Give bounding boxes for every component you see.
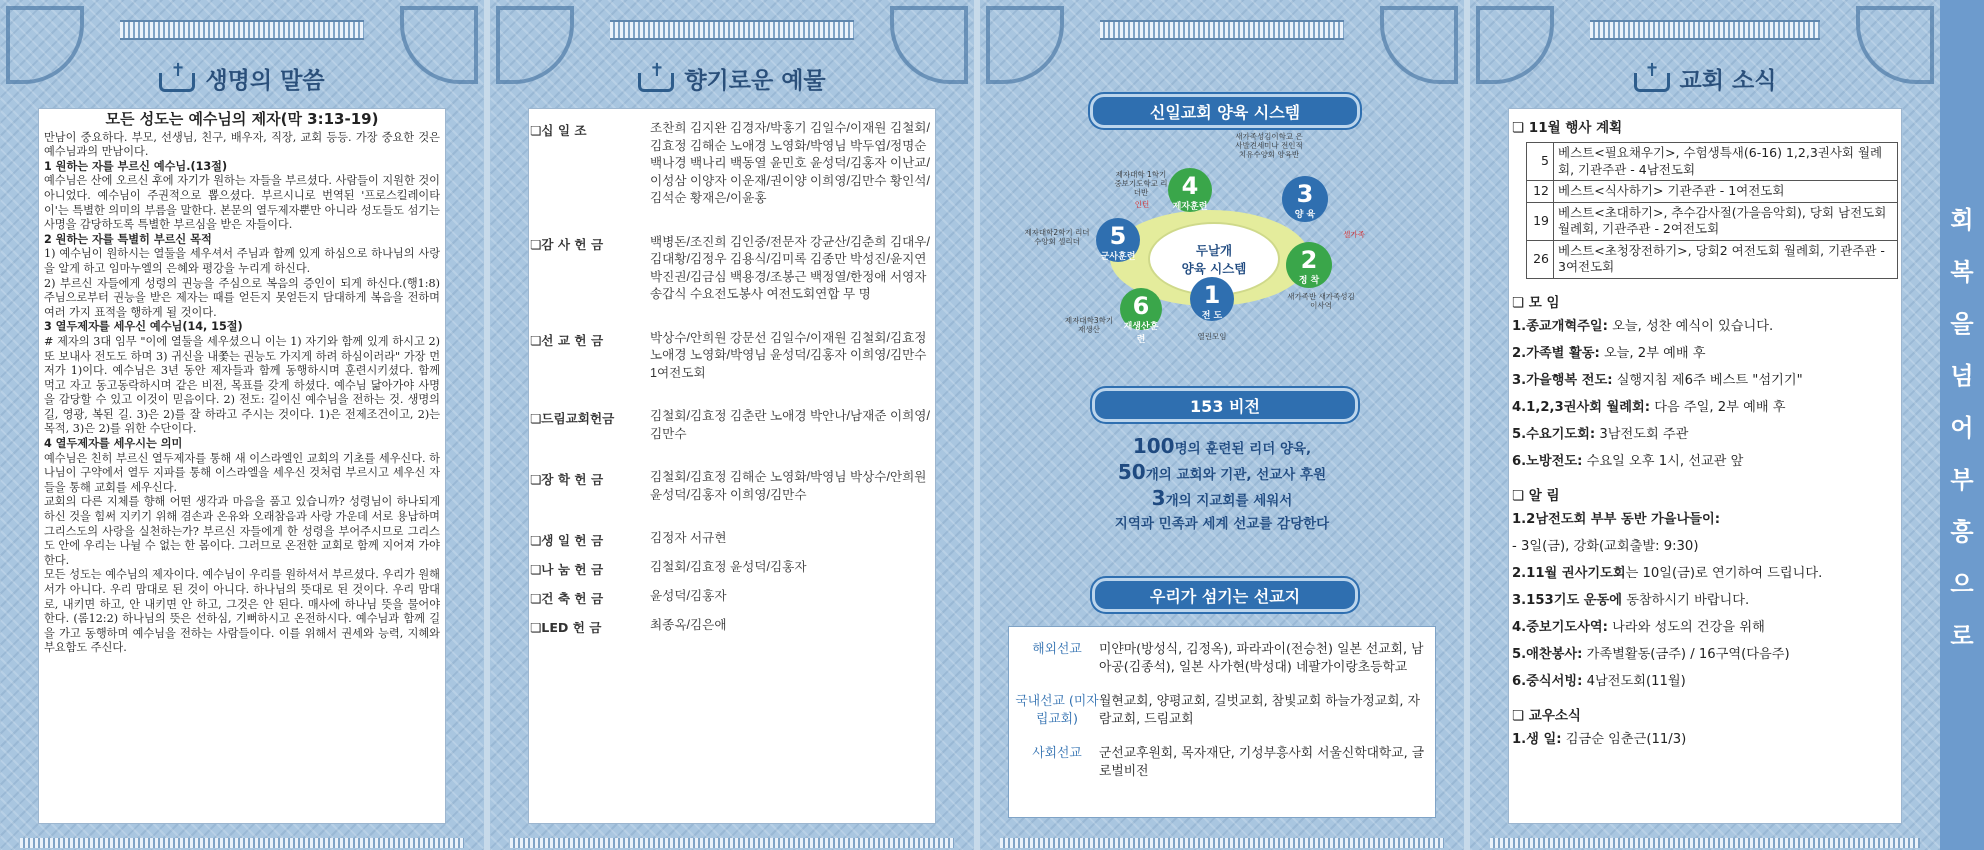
vision-number: 100 (1132, 434, 1175, 458)
stage-note: 제자대학 1학기 중보기도학교 리더반 (1114, 170, 1168, 197)
offering-names: 김정자 서규현 (650, 531, 727, 545)
meetings-value: 수요일 오후 1시, 선교관 앞 (1582, 453, 1744, 469)
notices-item (1512, 645, 1900, 665)
stage-note: 제자대학2학기 리더수양회 셀리더 (1024, 228, 1090, 246)
offering-row (530, 588, 934, 607)
notices-value: 나라와 성도의 건강을 위해 (1607, 619, 1765, 635)
notices-value: - 3일(금), 강화(교회출발: 9:30) (1512, 538, 1699, 554)
panel-offerings (490, 0, 974, 850)
offering-row (530, 530, 934, 549)
stage-label: 정 착 (1298, 276, 1320, 286)
members-item (1512, 730, 1900, 750)
sermon-paragraph: 모든 성도는 예수님의 제자이다. 예수님이 우리를 원하셔서 부르셨다. 우리가 원해서가 아니다. 우리 맘대로 된 것이 아니다. 하나님의 뜻대로 된 것이다. 우리 맘대로, 내키면 하고, 안 내키면 안 하고, 그것은 안 된다. 매사에 하나님 뜻을 물어야 한다. (롬12:2) 하나님의 뜻은 선하심, 기뻐하시고 온전하시다. 예수님과 함께 길을 가고 동행하며 예수님을 전하는 사람들이다. 이를 위해서 권세와 능력, 지혜와 부요함도 주신다. (44, 568, 440, 655)
meetings-list (1512, 317, 1900, 472)
event-row (1527, 143, 1898, 181)
center-label: 양육 시스템 (1181, 261, 1247, 276)
members-heading: ❏ 교우소식 (1512, 707, 1581, 724)
meetings-heading: ❏ 모 임 (1512, 294, 1560, 311)
notices-list (1512, 510, 1900, 692)
notices-key: 3.153기도 운동에 (1512, 592, 1622, 608)
offering-row (530, 408, 934, 443)
meetings-value: 오늘, 2부 예배 후 (1599, 345, 1706, 361)
offering-label: ❏감 사 헌 금 (530, 236, 604, 252)
meetings-key: 1.종교개혁주일: (1512, 318, 1608, 334)
vision-line (980, 434, 1464, 458)
notices-key: 2.11월 권사기도회 (1512, 565, 1626, 581)
members-key: 1.생 일: (1512, 731, 1562, 747)
event-text: 베스트<초대하기>, 추수감사절(가을음악회), 당회 남전도회 월례회, 기관주관 - 2여전도회 (1554, 202, 1898, 240)
offering-names: 최종옥/김은애 (650, 618, 727, 632)
stage-number: 6 (1132, 292, 1150, 320)
vision-line (980, 486, 1464, 510)
notices-item (1512, 510, 1900, 530)
sermon-paragraph: 만남이 중요하다. 부모, 선생님, 친구, 배우자, 직장, 교회 등등. 가장 중요한 것은 예수님과의 만남이다. (44, 130, 440, 159)
stage-6 (1120, 288, 1162, 345)
offering-label: ❏선 교 헌 금 (530, 332, 604, 348)
bible-icon (1634, 64, 1670, 92)
section-header (0, 58, 484, 98)
stage-number: 5 (1109, 222, 1127, 250)
offering-row (530, 617, 934, 636)
vision-text: 개의 교회와 기관, 선교사 후원 (1145, 467, 1327, 483)
notices-value: 동참하시기 바랍니다. (1622, 592, 1750, 608)
stage-note-red: 셀가족 (1343, 230, 1365, 239)
sermon-paragraph: 2) 부르신 자들에게 성령의 권능을 주심으로 복음의 증인이 되게 하신다.(행1:8) 주님으로부터 권능을 받은 제자는 때를 얻든지 못얻든지 담대하게 복음을 전하며 여러 가지 표적을 행하게 될 것이다. (44, 276, 440, 319)
section-header (490, 58, 974, 98)
event-day: 5 (1527, 143, 1554, 181)
missions-box (1008, 626, 1436, 818)
sermon-heading: 3 열두제자를 세우신 예수님(14, 15절) (44, 320, 243, 334)
notices-key: 1.2남전도회 부부 동반 가을나들이: (1512, 511, 1721, 527)
mission-row (1015, 693, 1425, 729)
stage-number: 3 (1296, 180, 1314, 208)
vision-text: 개의 지교회를 세워서 (1165, 493, 1293, 509)
event-row (1527, 181, 1898, 203)
missions-list (1009, 627, 1435, 781)
meetings-value: 다음 주일, 2부 예배 후 (1650, 399, 1786, 415)
notices-key: 4.중보기도사역: (1512, 619, 1608, 635)
meetings-item (1512, 317, 1900, 337)
section-title: 향기로운 예물 (684, 67, 826, 94)
side-banner-char: 넘 (1950, 362, 1974, 390)
sermon-text (44, 112, 440, 656)
side-banner-char: 흥 (1950, 518, 1974, 546)
missions-title: 우리가 섬기는 선교지 (1092, 578, 1358, 612)
stage-3 (1282, 176, 1328, 222)
side-banner-char: 어 (1950, 414, 1974, 442)
notices-value: 4남전도회(11월) (1582, 673, 1686, 689)
offering-row (530, 469, 934, 504)
discipleship-title: 신일교회 양육 시스템 (1090, 94, 1360, 128)
sermon-heading: 4 열두제자를 세우시는 의미 (44, 437, 183, 451)
stage-label: 재생산훈련 (1123, 322, 1159, 345)
notices-item (1512, 672, 1900, 692)
stage-note-red: 인턴 (1134, 200, 1150, 209)
side-banner (1940, 0, 1984, 850)
meetings-value: 실행지침 제6주 베스트 "섬기기" (1612, 372, 1803, 388)
news-content (1512, 110, 1900, 757)
sermon-paragraph: 교회의 다른 지체를 향해 어떤 생각과 마음을 품고 있습니까? 성령님이 하나되게 하신 것을 힘써 지키기 위해 겸손과 온유와 오래참음과 사랑 가운데 서로 용납하며 그리스도의 사랑을 실천하는가? 부르신 자들에게 한 성령을 부어주시므로 그리스도 안에 우리는 나뉠 수 없는 한 몸이다. 그러므로 온전한 교회로 함께 지어져 가야 한다. (44, 495, 440, 567)
meetings-item (1512, 371, 1900, 391)
stage-note: 제자대학3학기 재생산 (1064, 316, 1114, 334)
ornament-strip (1000, 838, 1444, 848)
stage-note: 새가족성김이학교 은사발견세미나 전인적치유수양회 양육반 (1235, 132, 1303, 159)
section-title: 교회 소식 (1679, 67, 1777, 94)
ornament-strip (1590, 20, 1820, 40)
offering-names: 김철회/김효정 김춘란 노애경 박안나/남재준 이희영/김만수 (650, 409, 930, 441)
members-list (1512, 730, 1900, 750)
sermon-paragraph: 예수님은 친히 부르신 열두제자를 통해 새 이스라엘인 교회의 기초를 세우신다. 하나님이 구약에서 열두 지파를 통해 이스라엘을 세우신 것처럼 부르시고 세우신 자들을 통해 교회를 세우신다. (44, 451, 440, 494)
ornament-strip (510, 838, 954, 848)
ornament-strip (120, 20, 364, 40)
notices-value: 가족별활동(금주) / 16구역(다음주) (1582, 646, 1790, 662)
side-banner-char: 복 (1950, 258, 1974, 286)
center-label: 두날개 (1195, 243, 1233, 258)
offering-names: 윤성덕/김홍자 (650, 589, 727, 603)
event-day: 26 (1527, 240, 1554, 278)
meetings-value: 오늘, 성찬 예식이 있습니다. (1607, 318, 1774, 334)
stage-note: 열린모임 (1197, 332, 1227, 341)
ornament-strip (610, 20, 854, 40)
stage-number: 2 (1300, 246, 1318, 274)
meetings-key: 2.가족별 활동: (1512, 345, 1600, 361)
notices-item (1512, 564, 1900, 584)
members-value: 김금순 임춘근(11/3) (1561, 731, 1687, 747)
sermon-heading: 1 원하는 자를 부르신 예수님.(13절) (44, 159, 228, 173)
vision-title: 153 비전 (1092, 388, 1358, 422)
vision-text: 명의 훈련된 리더 양육, (1174, 441, 1312, 457)
ornament-strip (20, 838, 464, 848)
side-banner-char: 으 (1950, 570, 1974, 598)
offering-list (530, 120, 934, 646)
side-banner-char: 로 (1950, 622, 1974, 650)
event-text: 베스트<초청장전하기>, 당회2 여전도회 월례회, 기관주관 - 3여전도회 (1554, 240, 1898, 278)
offering-label: ❏건 축 헌 금 (530, 591, 604, 606)
meetings-item (1512, 398, 1900, 418)
notices-item (1512, 618, 1900, 638)
notices-key: 6.중식서빙: (1512, 673, 1583, 689)
vision-line (980, 512, 1464, 532)
side-banner-char: 부 (1950, 466, 1974, 494)
discipleship-diagram (1024, 132, 1370, 345)
offering-names: 조찬희 김지완 김경자/박홍기 김일수/이재원 김철회/김효정 김해순 노애경 노영화/박영님 박두엽/정명순 백나경 백나리 백동열 윤민호 윤성덕/김홍자 이난교/이성삼 이양자 이운재/권이양 이희영/김만수 황인석/김석순 황재은/이윤홍 (650, 121, 930, 205)
ornament-strip (1100, 20, 1344, 40)
ornament-corner (1380, 6, 1458, 84)
meetings-item (1512, 452, 1900, 472)
vision-number: 50 (1117, 460, 1146, 484)
offering-label: ❏나 눔 헌 금 (530, 562, 604, 577)
stage-4 (1168, 168, 1212, 212)
event-text: 베스트<필요채우기>, 수험생특새(6-16) 1,2,3권사회 월례회, 기관주관 - 4남전도회 (1554, 143, 1898, 181)
panel-vision (980, 0, 1464, 850)
panel-church-news (1470, 0, 1940, 850)
stage-5 (1096, 218, 1140, 262)
meetings-key: 6.노방전도: (1512, 453, 1583, 469)
stage-note: 새가족반 새가족성김이사역 (1287, 292, 1355, 310)
stage-1 (1190, 277, 1234, 321)
bible-icon (159, 64, 195, 92)
offering-label: ❏십 일 조 (530, 123, 587, 138)
notices-key: 5.애찬봉사: (1512, 646, 1583, 662)
sermon-title: 모든 성도는 예수님의 제자(막 3:13-19) (105, 110, 379, 128)
offering-label: ❏드림교회헌금 (530, 411, 615, 426)
stage-2 (1286, 242, 1332, 288)
vision-text: 지역과 민족과 세계 선교를 감당한다 (1114, 516, 1330, 532)
offering-label: ❏생 일 헌 금 (530, 533, 604, 548)
stage-label: 양 육 (1294, 210, 1316, 220)
offering-row (530, 559, 934, 578)
sermon-paragraph: 예수님은 산에 오르신 후에 자기가 원하는 자들을 부르셨다. 사람들이 지원한 것이 아니었다. 예수님이 주권적으로 뽑으셨다. 부르시니로 번역된 '프로스킬레이타이'는 특별한 의미의 부름을 말한다. 본문의 열두제자뿐만 아니라 성도들도 섬기는 사명을 감당하도록 특별한 부르심을 받은 자들이다. (44, 174, 440, 232)
notices-item (1512, 591, 1900, 611)
events-table (1526, 142, 1898, 279)
panel-word-of-life (0, 0, 484, 850)
meetings-item (1512, 425, 1900, 445)
offering-names: 백병돈/조진희 김인중/전문자 강균산/김춘희 김대우/김대황/김정우 김용식/김미록 김종만 박성진/윤지연 박진권/김금심 백용경/조봉근 백정열/한정애 서영자 송갑식 수요전도봉사 여전도회연합 무 명 (650, 234, 930, 301)
mission-value: 미얀마(방성식, 김정옥), 파라과이(전승천) 일본 선교회, 남아공(김종석), 일본 사가현(박성대) 네팔가이랑초등학교 (1099, 642, 1424, 675)
stage-label: 제자훈련 (1172, 202, 1208, 212)
sermon-paragraph: # 제자의 3대 임무 "이에 열둘을 세우셨으니 이는 1) 자기와 함께 있게 하시고 2) 또 보내사 전도도 하며 3) 귀신을 내쫓는 권능도 가지게 하려 하심이러라" 가장 먼저가 1)이다. 예수님은 3년 동안 제자들과 함께 동행하시며 훈련시키셨다. 함께 먹고 자고 동고동락하시며 같은 비전, 목표를 갖게 하셨다. 예수님 닮아가야 사명을 감당할 수 있고 이것이 믿음이다. 2) 전도: 길이신 예수님을 전하는 것. 생명의 길, 영광, 복된 길. 3)은 2)를 잘 하라고 주시는 것이다. 1)은 전제조건이고, 2)는 목적, 3)은 2)를 위한 수단이다. (44, 334, 440, 436)
offering-names: 박상수/안희원 강문선 김일수/이재원 김철회/김효정 노애경 노영화/박영님 윤성덕/김홍자 이희영/김만수 1여전도회 (650, 330, 927, 380)
event-row (1527, 202, 1898, 240)
sermon-paragraph: 1) 예수님이 원하시는 열둘을 세우셔서 주님과 함께 있게 하심으로 하나님의 사랑을 알게 하고 임마누엘의 은혜와 평강을 누리게 하신다. (44, 247, 440, 275)
bible-icon (638, 64, 674, 92)
sermon-heading: 2 원하는 자를 특별히 부르신 목적 (44, 232, 212, 246)
meetings-value: 3남전도회 주관 (1595, 426, 1689, 442)
mission-value: 군선교후원회, 목자재단, 기성부흥사회 서울신학대학교, 글로벌비전 (1099, 746, 1425, 779)
offering-row (530, 330, 934, 383)
offering-names: 김철회/김효정 윤성덕/김홍자 (650, 560, 807, 574)
mission-row (1015, 641, 1425, 677)
ornament-corner (986, 6, 1064, 84)
offering-row (530, 120, 934, 208)
mission-label: 사회선교 (1032, 746, 1082, 761)
mission-label: 해외선교 (1032, 642, 1082, 657)
events-heading: ❏ 11월 행사 계획 (1512, 120, 1623, 136)
stage-number: 1 (1203, 281, 1221, 309)
notices-heading: ❏ 알 림 (1512, 487, 1560, 504)
meetings-key: 5.수요기도회: (1512, 426, 1596, 442)
section-title: 생명의 말씀 (205, 67, 325, 94)
offering-label: ❏장 학 헌 금 (530, 472, 604, 487)
mission-value: 월현교회, 양평교회, 길벗교회, 참빛교회 하늘가정교회, 자람교회, 드림교회 (1099, 694, 1420, 727)
offering-row (530, 234, 934, 304)
notices-item (1512, 537, 1900, 557)
stage-label: 군사훈련 (1100, 252, 1136, 262)
mission-label: 국내선교 (미자립교회) (1015, 694, 1099, 727)
ornament-strip (1490, 838, 1920, 848)
vision-number: 3 (1151, 486, 1166, 510)
meetings-key: 4.1,2,3권사회 월례회: (1512, 399, 1651, 415)
vision-line (980, 460, 1464, 484)
offering-label: ❏LED 헌 금 (530, 620, 602, 635)
stage-label: 전 도 (1201, 311, 1223, 321)
notices-value: 는 10일(금)로 연기하여 드립니다. (1625, 565, 1823, 581)
event-text: 베스트<식사하기> 기관주관 - 1여전도회 (1554, 181, 1898, 203)
mission-row (1015, 745, 1425, 781)
meetings-key: 3.가을행복 전도: (1512, 372, 1613, 388)
event-row (1527, 240, 1898, 278)
meetings-item (1512, 344, 1900, 364)
section-header (1470, 58, 1940, 98)
side-banner-char: 을 (1950, 310, 1974, 338)
event-day: 12 (1527, 181, 1554, 203)
event-day: 19 (1527, 202, 1554, 240)
side-banner-char: 회 (1950, 206, 1974, 234)
offering-names: 김철회/김효정 김해순 노영화/박영님 박상수/안희원 윤성덕/김홍자 이희영/김만수 (650, 470, 927, 502)
stage-number: 4 (1181, 172, 1199, 200)
